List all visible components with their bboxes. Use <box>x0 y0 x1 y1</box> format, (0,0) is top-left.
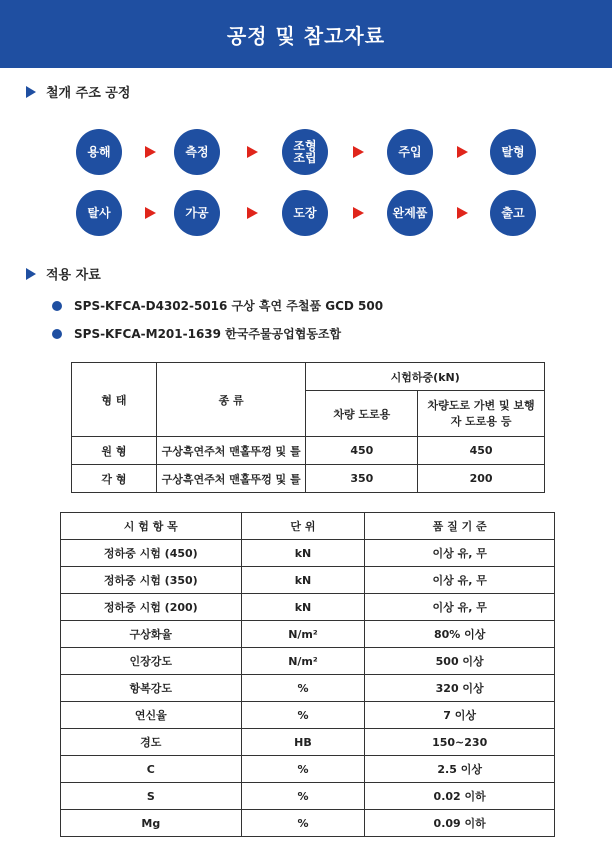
cell-standard: 80% 이상 <box>365 621 555 648</box>
cell-test-item: Mg <box>61 810 242 837</box>
process-row-1 <box>0 129 612 179</box>
cell-unit: % <box>241 675 365 702</box>
arrow-right-icon <box>353 207 364 219</box>
cell-test-item: S <box>61 783 242 810</box>
header-unit: 단 위 <box>241 513 365 540</box>
process-title-text: 철개 주조 공정 <box>46 86 131 101</box>
cell-unit: % <box>241 783 365 810</box>
reference-text: SPS-KFCA-D4302-5016 구상 흑연 주철품 GCD 500 <box>74 299 384 313</box>
arrow-right-icon <box>353 146 364 158</box>
step-circle: 탈사 <box>76 190 122 236</box>
table-row <box>72 465 545 493</box>
references-section-title <box>26 264 101 283</box>
page-header <box>0 0 612 68</box>
cell-test-item: 정하중 시험 (450) <box>61 540 242 567</box>
cell-unit: kN <box>241 567 365 594</box>
step-circle: 용해 <box>76 129 122 175</box>
cell-test-item: 경도 <box>61 729 242 756</box>
reference-item <box>52 325 341 342</box>
cell-unit: % <box>241 702 365 729</box>
cell-standard: 7 이상 <box>365 702 555 729</box>
table-row <box>61 540 555 567</box>
cell-unit: kN <box>241 540 365 567</box>
cell-standard: 0.02 이하 <box>365 783 555 810</box>
cell-test-item: 정하중 시험 (350) <box>61 567 242 594</box>
table-row <box>72 437 545 465</box>
step-circle: 출고 <box>490 190 536 236</box>
process-row-2 <box>0 190 612 240</box>
cell-test-item: 항복강도 <box>61 675 242 702</box>
reference-item <box>52 297 383 314</box>
cell-unit: % <box>241 756 365 783</box>
header-vehicle: 차량 도로용 <box>306 391 418 437</box>
cell-standard: 이상 유, 무 <box>365 540 555 567</box>
header-load: 시험하중(kN) <box>306 363 545 391</box>
cell-pedestrian: 450 <box>418 437 545 465</box>
cell-standard: 320 이상 <box>365 675 555 702</box>
header-standard: 품 질 기 준 <box>365 513 555 540</box>
arrow-right-icon <box>457 146 468 158</box>
references-title-text: 적용 자료 <box>46 268 101 283</box>
table-row <box>61 756 555 783</box>
reference-text: SPS-KFCA-M201-1639 한국주물공업협동조합 <box>74 327 342 341</box>
load-table <box>71 362 545 493</box>
cell-standard: 150~230 <box>365 729 555 756</box>
triangle-bullet-icon <box>26 86 36 98</box>
process-section-title <box>26 82 130 101</box>
cell-test-item: 구상화율 <box>61 621 242 648</box>
table-row <box>61 702 555 729</box>
table-row <box>61 729 555 756</box>
cell-form: 각 형 <box>72 465 157 493</box>
table-row <box>61 648 555 675</box>
step-circle: 측정 <box>174 129 220 175</box>
bullet-dot-icon <box>52 301 62 311</box>
cell-test-item: C <box>61 756 242 783</box>
cell-standard: 500 이상 <box>365 648 555 675</box>
cell-unit: N/m² <box>241 621 365 648</box>
triangle-bullet-icon <box>26 268 36 280</box>
bullet-dot-icon <box>52 329 62 339</box>
cell-unit: N/m² <box>241 648 365 675</box>
header-form: 형 태 <box>72 363 157 437</box>
table-row <box>61 621 555 648</box>
step-circle: 탈형 <box>490 129 536 175</box>
cell-type: 구상흑연주처 맨홀뚜껑 및 틀 <box>156 437 306 465</box>
arrow-right-icon <box>247 146 258 158</box>
table-row <box>61 783 555 810</box>
header-test-item: 시 험 항 목 <box>61 513 242 540</box>
cell-vehicle: 450 <box>306 437 418 465</box>
cell-test-item: 인장강도 <box>61 648 242 675</box>
page-title: 공정 및 참고자료 <box>226 23 386 48</box>
cell-form: 원 형 <box>72 437 157 465</box>
cell-pedestrian: 200 <box>418 465 545 493</box>
cell-unit: HB <box>241 729 365 756</box>
table-row <box>61 675 555 702</box>
step-circle: 가공 <box>174 190 220 236</box>
cell-unit: % <box>241 810 365 837</box>
table-row <box>61 810 555 837</box>
cell-standard: 이상 유, 무 <box>365 594 555 621</box>
cell-type: 구상흑연주처 맨홀뚜껑 및 틀 <box>156 465 306 493</box>
arrow-right-icon <box>457 207 468 219</box>
table-header-row <box>61 513 555 540</box>
header-pedestrian: 차량도로 가변 및 보행자 도로용 등 <box>418 391 545 437</box>
arrow-right-icon <box>247 207 258 219</box>
arrow-right-icon <box>145 207 156 219</box>
cell-standard: 0.09 이하 <box>365 810 555 837</box>
table-row <box>61 567 555 594</box>
table-row <box>61 594 555 621</box>
cell-standard: 이상 유, 무 <box>365 567 555 594</box>
step-circle: 조형 조립 <box>282 129 328 175</box>
arrow-right-icon <box>145 146 156 158</box>
step-circle: 도장 <box>282 190 328 236</box>
step-circle: 완제품 <box>387 190 433 236</box>
step-circle: 주입 <box>387 129 433 175</box>
quality-table <box>60 512 555 837</box>
cell-unit: kN <box>241 594 365 621</box>
header-type: 종 류 <box>156 363 306 437</box>
cell-test-item: 정하중 시험 (200) <box>61 594 242 621</box>
cell-standard: 2.5 이상 <box>365 756 555 783</box>
cell-vehicle: 350 <box>306 465 418 493</box>
cell-test-item: 연신율 <box>61 702 242 729</box>
